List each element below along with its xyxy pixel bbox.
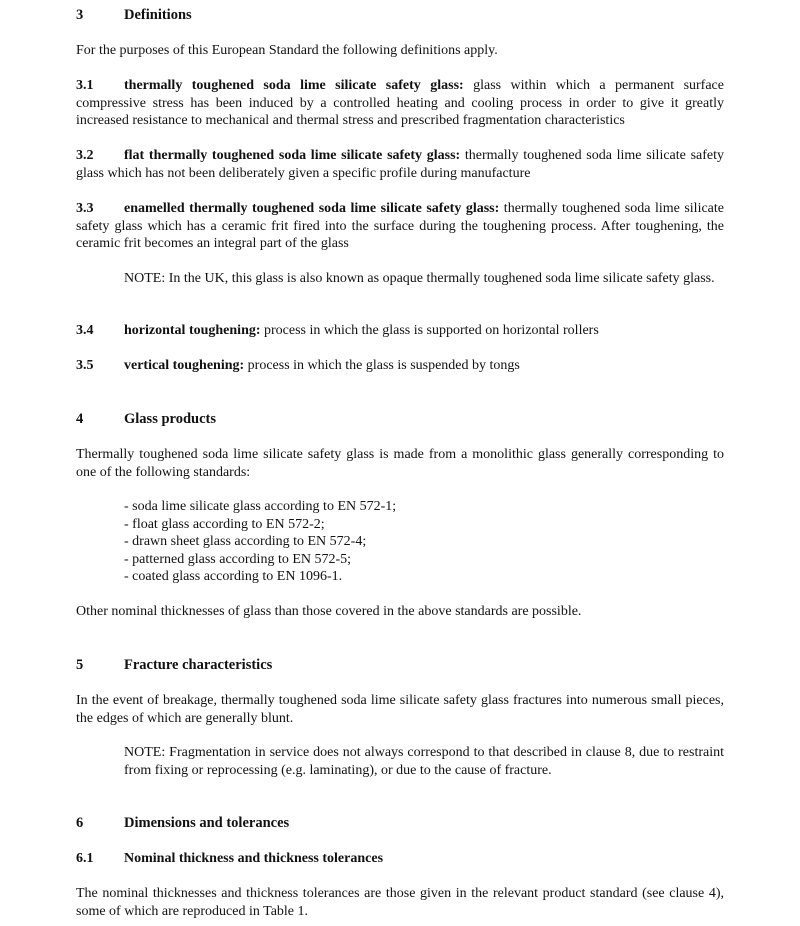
section-title: Glass products	[124, 411, 216, 427]
definition-text: process in which the glass is supported on horizontal rollers	[260, 323, 599, 338]
definition-3-2	[76, 147, 724, 182]
definition-term: thermally toughened soda lime silicate safety glass:	[124, 78, 464, 93]
section-6-heading	[76, 815, 724, 833]
definition-number: 3.4	[76, 323, 94, 338]
definition-3-1	[76, 77, 724, 130]
list-item: - soda lime silicate glass according to EN 572-1;	[124, 499, 397, 514]
standards-list	[124, 498, 724, 586]
section-title: Definitions	[124, 7, 192, 23]
definition-text: glass within which a permanent surface compressive stress has been induced by a controlled heating and cooling process in order to give it greatly increased resistance to mechanical and thermal stress and prescribed fragmentation characteristics	[76, 78, 724, 128]
section-4-intro: Thermally toughened soda lime silicate safety glass is made from a monolithic glass generally corresponding to one of the following standards:	[76, 447, 724, 480]
subsection-title: Nominal thickness and thickness tolerances	[124, 851, 384, 866]
definition-number: 3.1	[76, 78, 94, 93]
definition-text: thermally toughened soda lime silicate safety glass which has not been deliberately given a specific profile during manufacture	[76, 148, 724, 181]
section-number: 4	[76, 411, 84, 427]
definition-text: process in which the glass is suspended by tongs	[244, 358, 520, 373]
section-3-intro: For the purposes of this European Standard the following definitions apply.	[76, 43, 498, 58]
section-number: 6	[76, 815, 84, 831]
section-number: 5	[76, 657, 84, 673]
definition-3-5	[76, 357, 724, 375]
section-title: Fracture characteristics	[124, 657, 273, 673]
subsection-6-1-text: The nominal thicknesses and thickness tolerances are those given in the relevant product standard (see clause 4), some of which are reproduced in Table 1.	[76, 886, 724, 919]
definition-3-3-note: NOTE: In the UK, this glass is also known as opaque thermally toughened soda lime silicate safety glass.	[124, 271, 715, 286]
definition-term: vertical toughening:	[124, 358, 245, 373]
definition-term: horizontal toughening:	[124, 323, 261, 338]
section-title: Dimensions and tolerances	[124, 815, 290, 831]
definition-number: 3.5	[76, 358, 94, 373]
section-5-text: In the event of breakage, thermally toughened soda lime silicate safety glass fractures into numerous small pieces, the edges of which are generally blunt.	[76, 693, 724, 726]
list-item: - float glass according to EN 572-2;	[124, 516, 325, 532]
subsection-6-1-heading	[76, 850, 724, 868]
definition-3-3	[76, 200, 724, 253]
definition-3-4	[76, 322, 724, 340]
section-number: 3	[76, 7, 84, 23]
definition-number: 3.2	[76, 148, 94, 163]
list-item: - drawn sheet glass according to EN 572-4;	[124, 534, 367, 549]
section-3-heading	[76, 7, 724, 25]
section-5-heading	[76, 657, 724, 675]
definition-text: thermally toughened soda lime silicate safety glass which has a ceramic frit fired into the surface during the toughening process. After toughening, the ceramic frit becomes an integral part of the glass	[76, 201, 724, 251]
section-5-note: NOTE: Fragmentation in service does not always correspond to that described in clause 8, due to restraint from fixing or reprocessing (e.g. laminating), or due to the cause of fracture.	[124, 745, 724, 778]
section-4-heading	[76, 411, 724, 429]
definition-term: enamelled thermally toughened soda lime silicate safety glass:	[124, 201, 500, 216]
definition-number: 3.3	[76, 201, 94, 216]
definition-term: flat thermally toughened soda lime silicate safety glass:	[124, 148, 461, 163]
subsection-number: 6.1	[76, 851, 94, 866]
list-item: - patterned glass according to EN 572-5;	[124, 551, 352, 567]
list-item: - coated glass according to EN 1096-1.	[124, 569, 343, 584]
section-4-outro: Other nominal thicknesses of glass than those covered in the above standards are possible.	[76, 604, 582, 619]
